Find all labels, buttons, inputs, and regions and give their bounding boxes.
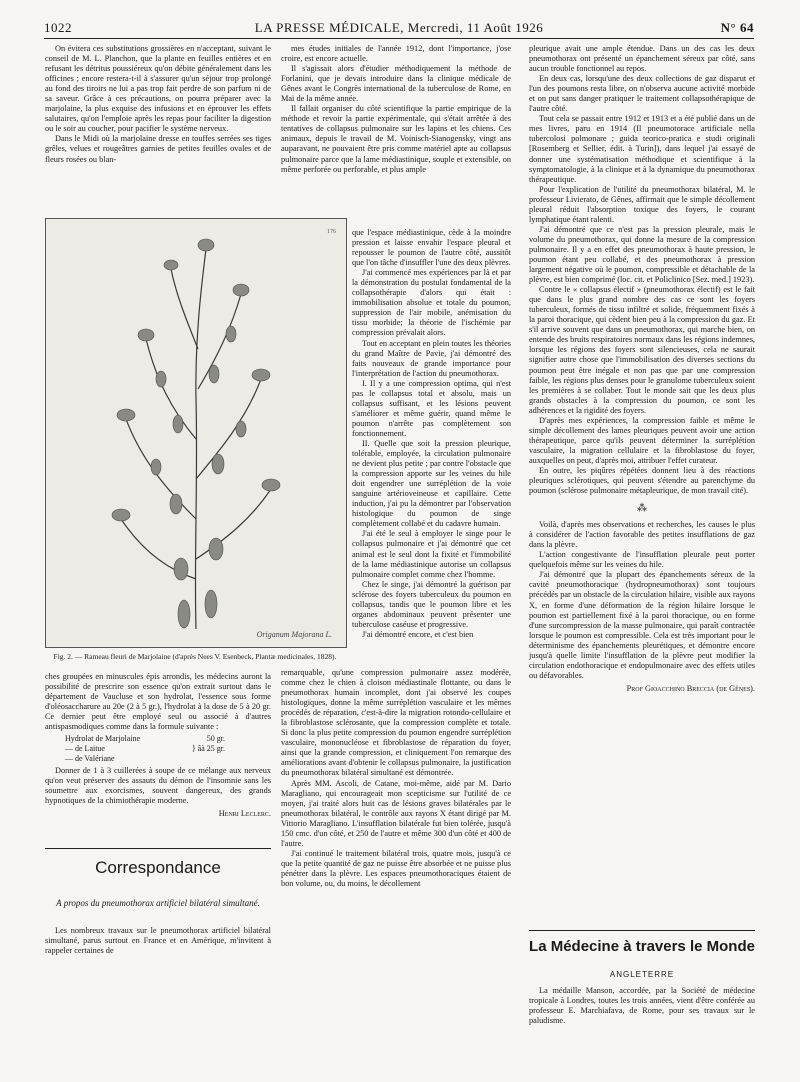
column-2-beside-figure (352, 228, 511, 640)
paragraph: que l'espace médiastinique, cède à la moindre pression et laisse envahir l'espace pleural et repousser le poumon de l'autre côté, aussitôt que l'on tâche d'insuffler l'une des deux plèvres. (352, 228, 511, 268)
paragraph: J'ai démontré que ce n'est pas la pression pleurale, mais le volume du pneumothorax, qui donne la mesure de la compression pulmonaire. Il y a en effet des pneumothorax à haute pression, le poumon étant peu collabé, et des pneumothorax à pression largement négative où le poumon, compressible et détachable de la plèvre, est bien comprimé (loc. cit. et Policlinico [Sez. med.] 1923). (529, 224, 755, 285)
marjoram-illustration (45, 218, 347, 648)
paragraph: Après MM. Ascoli, de Catane, moi-même, aidé par M. Dario Maragliano, qui encourageait mon scepticisme sur l'utilité de ce moyen, j'ai traité alors huit cas de lésions graves bilatérales par le pneumothorax bilatéral, le contrôle aux rayons X étant dirigé par M. Vittorio Maragliano. L'insufflation bilatérale fut bien tolérée, jusqu'à 150 cmc. d'un côté, et 250 de l'autre et même 300 d'un côté et 400 de l'autre. (281, 778, 511, 848)
column-3-top (529, 44, 755, 694)
paragraph: Pour l'explication de l'utilité du pneumothorax bilatéral, M. le professeur Livierato, de Gênes, affirmait que le simple décollement pleural réduit l'absorption toxique des foyers, le courant lymphatique étant ralenti. (529, 184, 755, 224)
paragraph: Contre le « collapsus électif » (pneumothorax électif) est le fait que dans le plus grand nombre des cas ce sont les foyers tuberculeux, formés de tissu infiltré et solide, fréquemment fixés à la paroi thoracique, qui cèdent bien peu à la compression du gaz. Et s'il arrive souvent que dans un pneumothorax, qui marche bien, on entende des bruits respiratoires normaux dans les régions indemnes, lorsque les régions des foyers sont silencieuses, cela ne saurait signifier autre chose que l'immobilisation des diverses sections du poumon peut être inégale et non pas que par une compression faible, les régions plus denses pour le granulome tuberculeux soient les premières à se collaber. Tout le monde sait que les deux plus grands obstacles à la compression du poumon, ce sont les adhérences et la rigidité des foyers. (529, 285, 755, 415)
paragraph: I. Il y a une compression optima, qui n'est pas le collapsus total et absolu, mais un collapsus suffisant, et les lésions peuvent s'améliorer et même guérir, quand même le poumon n'arrête pas complètement son fonctionnement. (352, 378, 511, 438)
paragraph: Il s'agissait alors d'étudier méthodiquement la méthode de Forlanini, que je devais introduire dans la clinique médicale de Gênes avant le Congrès international de la tuberculose de Rome, en Mai de la même année. (281, 64, 511, 104)
article-subtitle: A propos du pneumothorax artificiel bilatéral simultané. (56, 898, 260, 908)
formula-line: Hydrolat de Marjolaine 50 gr. (65, 734, 225, 744)
section-title-medecine: La Médecine à travers le Monde (529, 938, 755, 955)
figure-caption: Fig. 2. — Rameau fleuri de Marjolaine (d'après Nees V. Esenbeck, Plantæ medicinales, 1828). (53, 652, 337, 661)
column-1-bottom (45, 926, 271, 956)
paragraph: J'ai continué le traitement bilatéral trois, quatre mois, jusqu'à ce que la petite quantité de gaz ne puisse être absorbée et ne puisse plus pénétrer dans la plèvre. Les espaces pneumothoraciques étaient de bon volume, ou, du moins, le décollement (281, 848, 511, 888)
column-3-bottom (529, 986, 755, 1026)
paragraph: Donner de 1 à 3 cuillerées à soupe de ce mélange aux nerveux qu'on veut préserver des assauts du démon de l'insomnie sans les soumettre aux exorcismes, souvent dangereux, des grands hypnotiques de la chimiothérapie moderne. (45, 766, 271, 806)
paragraph: J'ai commencé mes expériences par là et par la démonstration du postulat fondamental de la collapsothérapie d'alors qui était : immobilisation absolue et totale du poumon, suppression de l'air mobile, anémisation du tissu morbide; la théorie de l'ischémie par compression prévalait alors. (352, 268, 511, 338)
column-1-middle (45, 672, 271, 820)
column-2-top (281, 44, 511, 175)
paragraph: L'action congestivante de l'insufflation pleurale peut porter quelquefois même sur les veines du hile. (529, 550, 755, 570)
column-2-bottom (281, 668, 511, 889)
paragraph: Dans le Midi où la marjolaine dresse en touffes serrées ses tiges grêles, velues et rougeâtres garnies de petites feuilles ovales et de fleurs rosées ou blan- (45, 134, 271, 164)
paragraph: ches groupées en minuscules épis arrondis, les médecins auront la possibilité de prescrire son essence qu'on extrait surtout dans le département de Vaucluse et son hydrolat, l'essence sous forme d'oléosaccharure au 20e (2 à 5 gr.), l'hydrolat à la dose de 5 à 20 gr. Ce dernier peut être employé seul ou associé à d'autres antispasmodiques comme dans la formule suivante : (45, 672, 271, 732)
plate-mark: Origanum Majorana L. (256, 630, 332, 639)
paragraph: pleurique avait une ample étendue. Dans un des cas les deux pneumothorax ont présenté un épanchement séreux par côté, sans aucun trouble fonctionnel au repos. (529, 44, 755, 74)
paragraph: D'après mes expériences, la compression faible et même le simple décollement des lames pleuriques peuvent avoir une action thérapeutique, parce qu'ils peuvent déterminer la surréplétion vasculaire, la migration cellulaire et la fibroblastose du foyer, auxquelles on peut, d'après moi, attribuer l'effet curateur. (529, 415, 755, 465)
paragraph: En deux cas, lorsqu'une des deux collections de gaz disparut et l'un des poumons resta libre, on n'observa aucune activité morbide et on put sans danger pratiquer le traitement collapsothérapique de l'autre côté. (529, 74, 755, 114)
paragraph: J'ai démontré encore, et c'est bien (362, 629, 474, 639)
issue-number: N° 64 (720, 20, 754, 35)
page-number: 1022 (44, 20, 72, 35)
paragraph: J'ai été le seul à employer le singe pour le collapsus pulmonaire et j'ai démontré que cet animal est le seul dont la fixité et l'immobilité de la lame médiastinique autorise un collapsus pulmonaire complet comme chez l'homme. (352, 529, 511, 579)
paragraph: Chez le singe, j'ai démontré la guérison par sclérose des foyers tuberculeux du poumon en collapsus, tandis que le poumon libre et les organes abdominaux peuvent présenter une tuberculose caséuse et progressive. (352, 579, 511, 629)
journal-title: LA PRESSE MÉDICALE, Mercredi, 11 Août 1926 (254, 20, 544, 35)
paragraph: Il fallait organiser du côté scientifique la partie empirique de la méthode et revoir la partie expérimentale, qui s'était arrêtée à des tentatives de collapsus pulmonaire sur les lapins et les chiens. Ces animaux, depuis le travail de M. Voinisch-Sianogensky, vingt ans auparavant, ne pouvaient être pris comme matériel apte au collapsus pulmonaire parce que la lame médiastinique, souple et extensible, on même perforée ou perforable, et plus ample (281, 104, 511, 174)
paragraph: Tout en acceptant en plein toutes les théories du grand Maître de Pavie, j'ai démontré des faits nouveaux de grande importance pour l'interprétation de l'action du pneumothorax. (352, 338, 511, 378)
paragraph: II. Quelle que soit la pression pleurique, tolérable, employée, la circulation pulmonaire ne devient plus petite ; par contre l'obstacle que la compression apporte sur les veines du hile doit engendrer une surréplétion de la voie sanguine artérioveineuse et capillaire. Cette induction, j'ai pu la démontrer par l'observation histologique du poumon de singe complètement collabé et du cadavre humain. (352, 438, 511, 529)
section-stars: ⁂ (637, 503, 647, 515)
formula (65, 734, 271, 764)
author-signature: Prof Gioacchino Breccia (de Gênes). (626, 683, 755, 693)
paragraph: Les nombreux travaux sur le pneumothorax artificiel bilatéral simultané, parus surtout en France et en Amérique, m'invitent à rappeler certaines de (45, 926, 271, 956)
marjoram-plant-drawing (46, 219, 346, 647)
section-rule (45, 848, 271, 849)
paragraph: J'ai démontré que la plupart des épanchements séreux de la cavité pneumothoracique (hydropneumothorax) sont toujours précédés par un obstacle de la circulation hilaire, visible aux rayons X, en forme d'une déformation de la région hilaire lorsque le poumon est partiellement fixé à la paroi thoracique, ou en forme d'une surcompression de la masse pulmonaire, qui paraît contractée lorsque le poumon est compressible. Cela est très important pour le déterminisme des épanchements pleurétiques, et démontre encore jusqu'à quelle limite l'insufflation de la plèvre peut modifier la circulation endothoracique et endopulmonaire avec des effets utiles ou défavorables. (529, 570, 755, 680)
author-signature: Henri Leclerc. (218, 809, 271, 819)
formula-line: — de Laitue } âà 25 gr. (65, 744, 225, 754)
paragraph: On évitera ces substitutions grossières en n'acceptant, suivant le conseil de M. L. Planchon, que la plante en feuilles entières et en refusant les détritus poussiéreux qu'on débite généralement dans les officines ; encore restera-t-il à s'assurer qu'un séjour trop prolongé au fond des tiroirs ne lui a pas trop fait perdre de son parfum ni de sa saveur. Grâce à ces précautions, on pourra préparer avec la marjolaine, la plus exquise des infusions et en éprouver les effets salutaires, qu'on l'emploie après les repas pour faciliter la digestion ou le soir au coucher, pour pacifier le système nerveux. (45, 44, 271, 134)
column-1-top (45, 44, 271, 165)
paragraph: mes études initiales de l'année 1912, dont l'importance, j'ose croire, est encore actuelle. (281, 44, 511, 64)
page-header (44, 14, 754, 39)
paragraph: La médaille Manson, accordée, par la Société de médecine tropicale à Londres, toutes les trois années, vient d'être conférée au professeur E. Marchiafava, de Rome, pour ses travaux sur le paludisme. (529, 986, 755, 1026)
paragraph: En outre, les piqûres répétées donnent lieu à des réactions pleuriques sclérotiques, qui peuvent s'étendre au parenchyme du poumon (sclérose pulmonaire métapleurique, de mon travail cité). (529, 465, 755, 496)
paragraph: Tout cela se passait entre 1912 et 1913 et a été publié dans un de mes livres, paru en 1914 (Il pneumotorace artificiale nella tubercolosi polmonare ; guida teorico-pratica e studi originali [Rosemberg et Sellier, édit. à Turin]), dans lequel j'ai essayé de donner une systématisation méthodique et scientifique à la symptomatologie, à la clinique et à la dynamique du pneumothorax thérapeutique. (529, 114, 755, 184)
formula-line: — de Valériane (65, 754, 115, 764)
country-heading: ANGLETERRE (609, 970, 675, 979)
section-title-correspondance: Correspondance (95, 858, 221, 877)
paragraph: Voilà, d'après mes observations et recherches, les causes le plus à considérer de l'action favorable des petites insufflations de gaz dans la plèvre. (529, 520, 755, 550)
section-rule (529, 930, 755, 931)
svg-text:176: 176 (327, 229, 336, 235)
paragraph: remarquable, qu'une compression pulmonaire assez modérée, comme chez le chien à cloison médiastinale flottante, ou dans le pneumothorax humain incomplet, dont j'ai observé les coupes histologiques, donne la même surréplétion vasculaire et les mêmes procédés de réparation, c'est-à-dire la migration rotondo-cellulaire et la fibroblastose sclérosante, que la compression complète et totale. Si donc la plus petite compression du poumon engendre surréplétion vasculaire, mononucléose et fibroblastose de réparation du foyer, ainsi que la grande compression, et cliniquement l'on remarque des améliorations avant d'obtenir le collapsus pulmonaire, la justification du pneumothorax bilatéral simultané est démontrée. (281, 668, 511, 778)
